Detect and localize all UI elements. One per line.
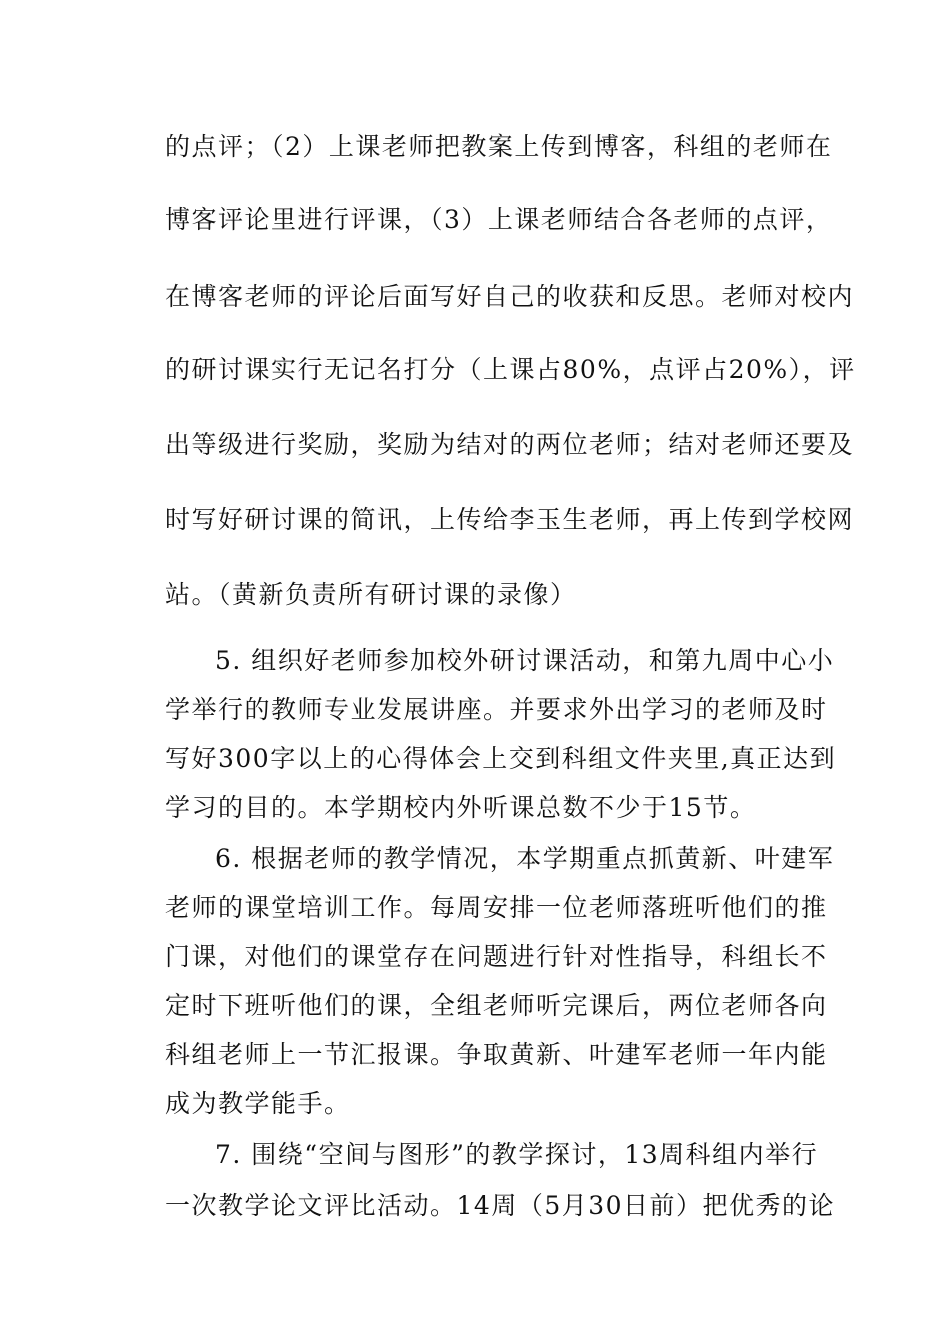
paragraph-7-first-line: 7. 围绕“空间与图形”的教学探讨，13周科组内举行 xyxy=(215,1140,819,1169)
text-line: 站。（黄新负责所有研讨课的录像） xyxy=(165,580,577,609)
text-line: 门课，对他们的课堂存在问题进行针对性指导，科组长不 xyxy=(165,942,828,971)
text-line: 时写好研讨课的简讯，上传给李玉生老师，再上传到学校网 xyxy=(165,505,855,534)
text-line: 出等级进行奖励，奖励为结对的两位老师；结对老师还要及 xyxy=(165,430,855,459)
paragraph-6-first-line: 6. 根据老师的教学情况，本学期重点抓黄新、叶建军 xyxy=(215,844,835,873)
text-line: 写好300字以上的心得体会上交到科组文件夹里,真正达到 xyxy=(165,744,837,773)
text-line: 一次教学论文评比活动。14周（5月30日前）把优秀的论 xyxy=(165,1191,836,1220)
text-line: 科组老师上一节汇报课。争取黄新、叶建军老师一年内能 xyxy=(165,1040,828,1069)
text-line: 学习的目的。本学期校内外听课总数不少于15节。 xyxy=(165,793,757,822)
text-line: 成为教学能手。 xyxy=(165,1089,351,1118)
text-line: 定时下班听他们的课，全组老师听完课后，两位老师各向 xyxy=(165,991,828,1020)
text-line: 的点评；（2）上课老师把教案上传到博客，科组的老师在 xyxy=(165,132,833,161)
text-line: 在博客老师的评论后面写好自己的收获和反思。老师对校内 xyxy=(165,282,855,311)
text-line: 老师的课堂培训工作。每周安排一位老师落班听他们的推 xyxy=(165,893,828,922)
text-line: 学举行的教师专业发展讲座。并要求外出学习的老师及时 xyxy=(165,695,828,724)
paragraph-5-first-line: 5. 组织好老师参加校外研讨课活动，和第九周中心小 xyxy=(215,646,835,675)
text-line: 博客评论里进行评课，（3）上课老师结合各老师的点评， xyxy=(165,205,833,234)
text-line: 的研讨课实行无记名打分（上课占80%，点评占20%），评 xyxy=(165,355,856,384)
